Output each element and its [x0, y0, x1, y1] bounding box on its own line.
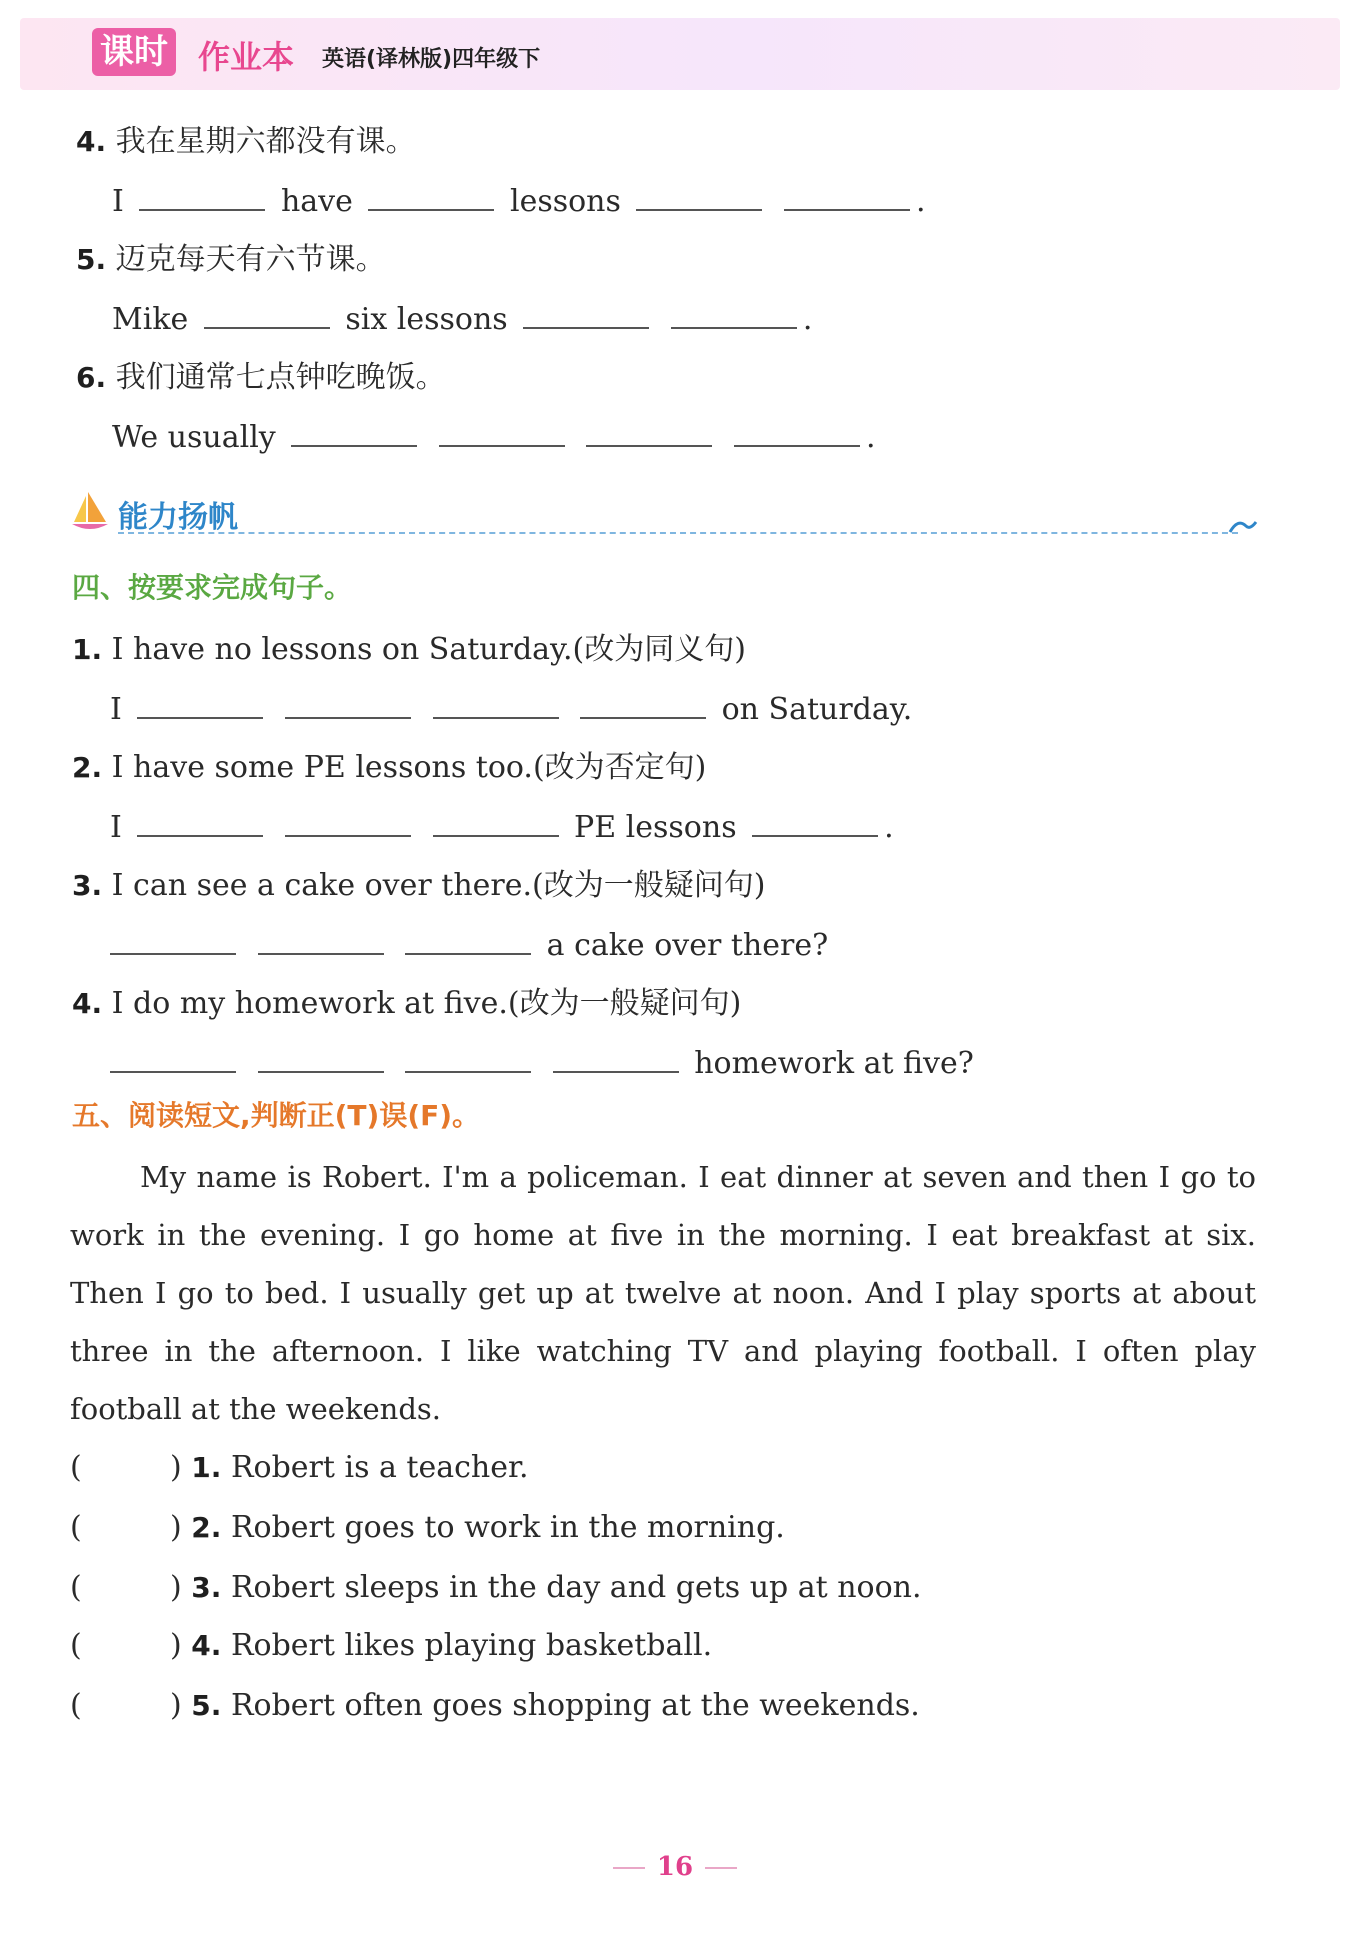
tf-statement-3: ( ) 3. Robert sleeps in the day and gets up at noon. — [70, 1570, 922, 1605]
question-6-answer: We usually . — [112, 420, 876, 455]
section-banner — [70, 488, 1250, 538]
s4-answer-1: I on Saturday. — [110, 692, 913, 727]
answer-blank[interactable] — [439, 441, 565, 447]
section-4-title: 四、按要求完成句子。 — [72, 571, 353, 604]
answer-paren[interactable]: ) — [170, 1510, 182, 1545]
page-number-dash — [613, 1867, 645, 1869]
answer-blank[interactable] — [137, 713, 263, 719]
answer-blank[interactable] — [291, 441, 417, 447]
s4-question-4: 4. I do my homework at five.(改为一般疑问句) — [72, 986, 742, 1021]
s4-question-3: 3. I can see a cake over there.(改为一般疑问句) — [72, 868, 766, 903]
answer-blank[interactable] — [405, 1067, 531, 1073]
brand-logo-text: 作业本 — [198, 38, 295, 76]
answer-blank[interactable] — [368, 205, 494, 211]
answer-blank[interactable] — [784, 205, 910, 211]
answer-blank[interactable] — [258, 949, 384, 955]
tf-statement-4: ( ) 4. Robert likes playing basketball. — [70, 1628, 713, 1663]
answer-blank[interactable] — [636, 205, 762, 211]
s4-question-1: 1. I have no lessons on Saturday.(改为同义句) — [72, 632, 746, 667]
banner-title: 能力扬帆 — [118, 500, 238, 535]
answer-blank[interactable] — [523, 323, 649, 329]
tf-statement-1: ( ) 1. Robert is a teacher. — [70, 1450, 529, 1485]
answer-blank[interactable] — [204, 323, 330, 329]
question-6-prompt: 6. 我们通常七点钟吃晚饭。 — [76, 360, 446, 395]
s4-question-2: 2. I have some PE lessons too.(改为否定句) — [72, 750, 707, 785]
answer-blank[interactable] — [671, 323, 797, 329]
tf-statement-2: ( ) 2. Robert goes to work in the morning. — [70, 1510, 785, 1545]
answer-blank[interactable] — [586, 441, 712, 447]
answer-blank[interactable] — [258, 1067, 384, 1073]
section-5-title: 五、阅读短文,判断正(T)误(F)。 — [72, 1099, 481, 1132]
s4-answer-2: I PE lessons . — [110, 810, 894, 845]
answer-paren[interactable]: ) — [170, 1628, 182, 1663]
tf-statement-5: ( ) 5. Robert often goes shopping at the weekends. — [70, 1688, 920, 1723]
answer-paren[interactable]: ) — [170, 1450, 182, 1485]
s4-answer-3: a cake over there? — [104, 926, 828, 966]
book-info: 英语(译林版)四年级下 — [322, 47, 541, 72]
answer-blank[interactable] — [285, 831, 411, 837]
answer-blank[interactable] — [580, 713, 706, 719]
answer-blank[interactable] — [137, 831, 263, 837]
banner-dashed-line — [118, 532, 1238, 534]
wave-icon — [1228, 516, 1258, 536]
question-5-answer: Mike six lessons . — [112, 302, 813, 337]
answer-blank[interactable] — [110, 1067, 236, 1073]
sailboat-icon — [70, 488, 110, 534]
answer-blank[interactable] — [405, 949, 531, 955]
question-5-prompt: 5. 迈克每天有六节课。 — [76, 242, 386, 277]
answer-paren[interactable]: ) — [170, 1688, 182, 1723]
page-number-dash — [705, 1867, 737, 1869]
answer-paren[interactable]: ) — [170, 1570, 182, 1605]
question-4-prompt: 4. 我在星期六都没有课。 — [76, 124, 416, 159]
reading-passage: My name is Robert. I'm a policeman. I eat dinner at seven and then I go to work in the evening. I go home at five in the morning. I eat breakfast at six. Then I go to bed. I usually get up at twelve at noon. And I play sports at about three in the afternoon. I like watching TV and playing football. I often play football at the weekends. — [70, 1160, 1256, 1426]
answer-blank[interactable] — [433, 831, 559, 837]
question-4-answer: I have lessons . — [112, 184, 926, 219]
brand-logo: 课时 — [92, 28, 176, 76]
s4-answer-4: homework at five? — [104, 1044, 974, 1084]
answer-blank[interactable] — [553, 1067, 679, 1073]
answer-blank[interactable] — [110, 949, 236, 955]
answer-blank[interactable] — [139, 205, 265, 211]
answer-blank[interactable] — [734, 441, 860, 447]
page-number: 16 — [0, 1852, 1350, 1882]
answer-blank[interactable] — [752, 831, 878, 837]
answer-blank[interactable] — [433, 713, 559, 719]
answer-blank[interactable] — [285, 713, 411, 719]
